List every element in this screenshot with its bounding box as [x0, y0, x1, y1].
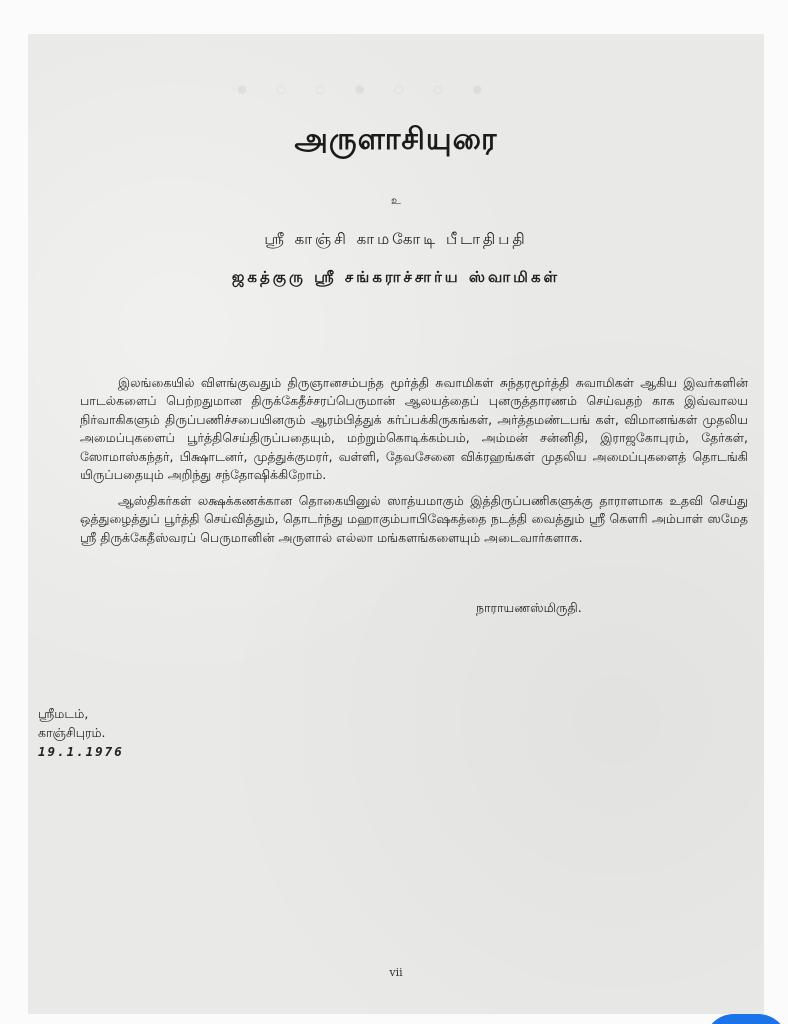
- letter-date: 19.1.1976: [38, 744, 124, 759]
- heading-line-swamigal: ஜகத்குரு ஸ்ரீ சங்கராச்சார்ய ஸ்வாமிகள்: [231, 268, 561, 286]
- blessing-paragraph-1: இலங்கையில் விளங்குவதும் திருஞானசம்பந்த மூர்த்தி சுவாமிகள் சுந்தரமூர்த்தி சுவாமிகள் ஆகிய இவர்களின் பாடல்களைப் பெற்றதுமான திருக்கேதீச்சரப்பெருமான் ஆலயத்தைப் புனருத்தாரணம் செய்வதற் காக இவ்வாலய நிர்வாகிகளும் திருப்பணிச்சபையினரும் ஆரம்பித்துக் கர்ப்பக்கிருகங்கள், அர்த்தமண்டபங் கள், விமானங்கள் முதலிய அமைப்புகளைப் பூர்த்திசெய்திருப்பதையும், மற்றும்கொடிக்கம்பம், அம்மன் சன்னிதி, இராஜகோபுரம், தேர்கள், ஸோமாஸ்கந்தர், பிக்ஷாடனர், முத்துக்குமரர், வள்ளி, தேவசேனை விக்ரஹங்கள் முதலிய அமைப்புகளைத் தொடங்கி யிருப்பதையும் அறிந்து சந்தோஷிக்கிறோம்.: [80, 375, 748, 483]
- page-number: vii: [389, 966, 403, 979]
- bleed-through-ghost-text: • ◦ ◦ • ◦ ◦ •: [233, 74, 493, 109]
- heading-line-peetadhipathi: ஸ்ரீ காஞ்சி காமகோடி பீடாதிபதி: [264, 230, 528, 248]
- viewer-corner-button[interactable]: [704, 1014, 788, 1024]
- blessing-paragraph-2: ஆஸ்திகர்கள் லக்ஷக்கணக்கான தொகையினுல் ஸாத்யமாகும் இத்திருப்பணிகளுக்கு தாராளமாக உதவி செய்து ஒத்துழைத்துப் பூர்த்தி செய்வித்தும், தொடர்ந்து மஹாகும்பாபிஷேகத்தை நடத்தி வைத்தும் ஸ்ரீ கௌரி அம்பாள் ஸமேத ஸ்ரீ திருக்கேதீஸ்வரப் பெருமானின் அருளால் எல்லா மங்களங்களையும் அடைவார்களாக.: [80, 493, 748, 545]
- place-line-srimatam: ஸ்ரீமடம்,: [38, 706, 89, 721]
- signature-narayanasmrithi: நாராயணஸ்மிருதி.: [476, 600, 582, 615]
- page-title: அருளாசியுரை: [294, 122, 498, 157]
- document-page: [28, 34, 764, 1014]
- place-and-date-block: [38, 704, 124, 761]
- place-line-kanchipuram: காஞ்சிபுரம்.: [38, 725, 106, 740]
- invocation-symbol: உ: [391, 194, 401, 207]
